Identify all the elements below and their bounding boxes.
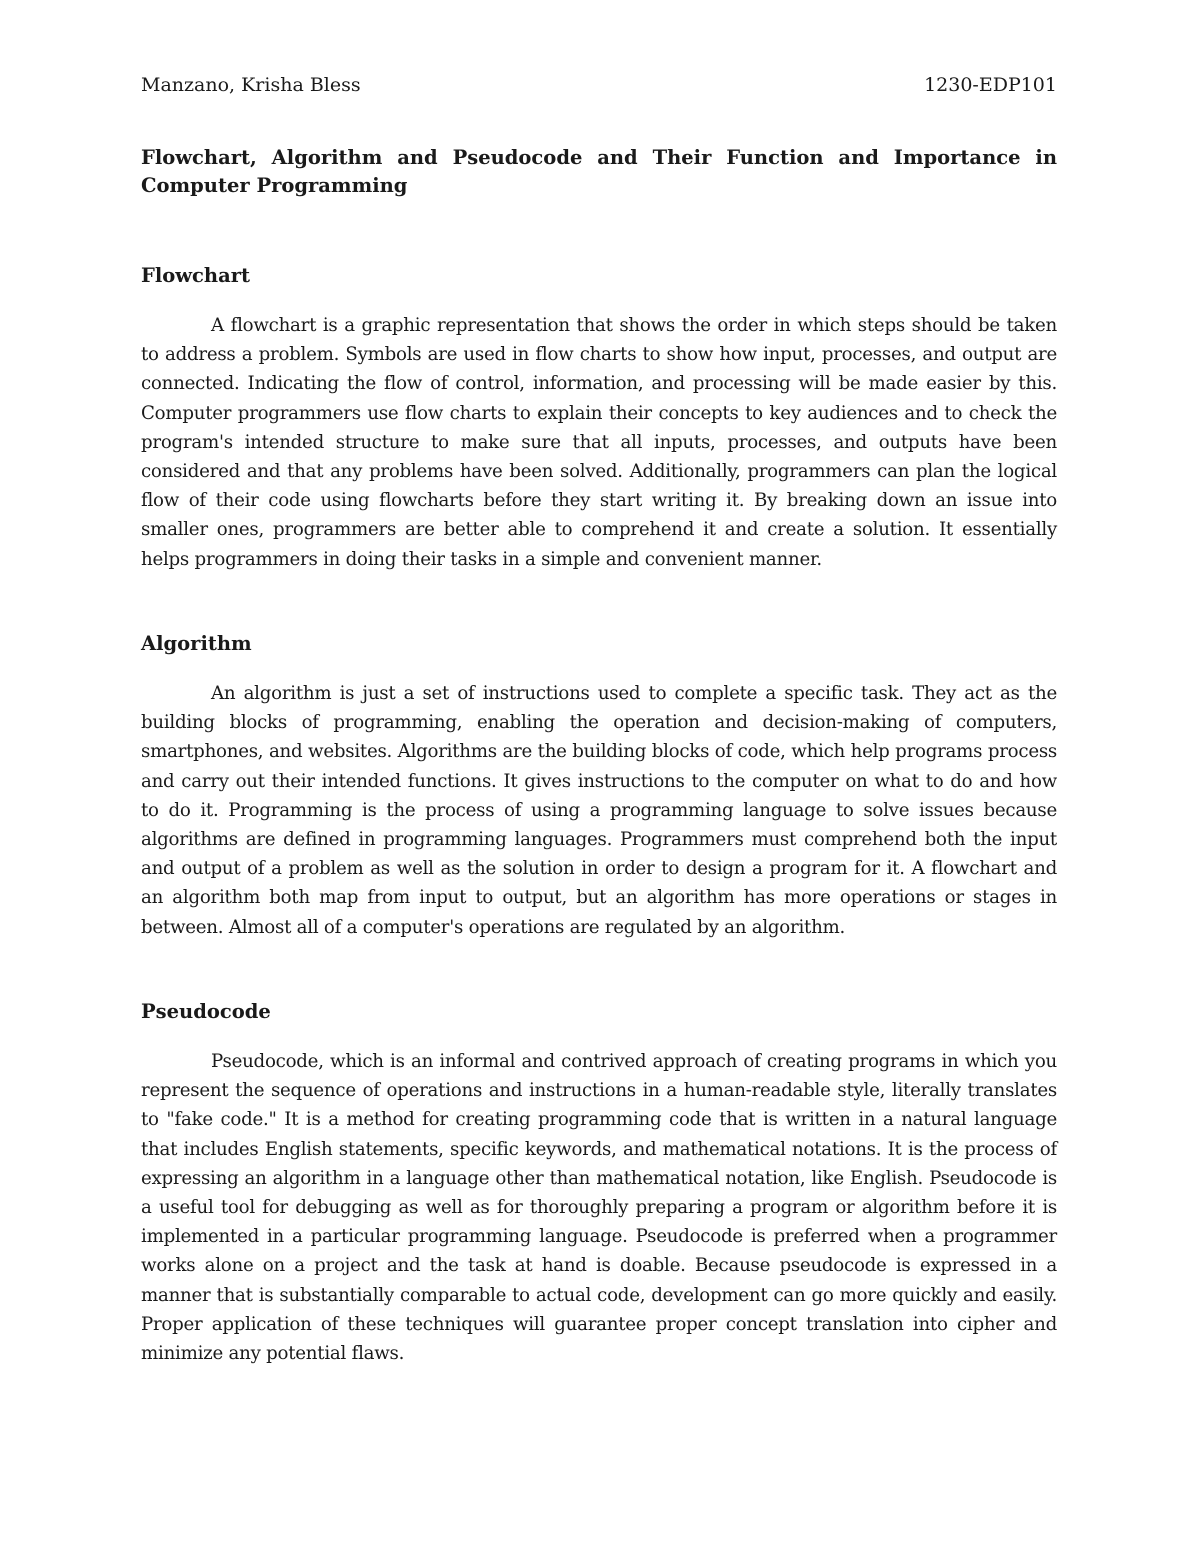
course-code: 1230-EDP101 <box>924 74 1057 96</box>
section-algorithm <box>141 630 1057 942</box>
page-header <box>141 72 1057 98</box>
section-body-pseudocode: Pseudocode, which is an informal and contrived approach of creating programs in which you represent the sequence of operations and instructions in a human-readable style, literally translates to "fake code." It is a method for creating programming code that is written in a natural language that includes English statements, specific keywords, and mathematical notations. It is the process of expressing an algorithm in a language other than mathematical notation, like English. Pseudocode is a useful tool for debugging as well as for thoroughly preparing a program or algorithm before it is implemented in a particular programming language. Pseudocode is preferred when a programmer works alone on a project and the task at hand is doable. Because pseudocode is expressed in a manner that is substantially comparable to actual code, development can go more quickly and easily. Proper application of these techniques will guarantee proper concept translation into cipher and minimize any potential flaws. <box>141 1051 1057 1365</box>
section-heading-flowchart: Flowchart <box>141 264 251 287</box>
section-heading-algorithm: Algorithm <box>141 632 252 655</box>
section-pseudocode <box>141 998 1057 1368</box>
author-name: Manzano, Krisha Bless <box>141 74 361 96</box>
section-body-algorithm: An algorithm is just a set of instructions used to complete a specific task. They act as the building blocks of programming, enabling the operation and decision-making of computers, smartphones, and websites. Algorithms are the building blocks of code, which help programs process and carry out their intended functions. It gives instructions to the computer on what to do and how to do it. Programming is the process of using a programming language to solve issues because algorithms are defined in programming languages. Programmers must comprehend both the input and output of a problem as well as the solution in order to design a program for it. A flowchart and an algorithm both map from input to output, but an algorithm has more operations or stages in between. Almost all of a computer's operations are regulated by an algorithm. <box>141 683 1057 938</box>
section-flowchart <box>141 262 1057 574</box>
document-title: Flowchart, Algorithm and Pseudocode and Their Function and Importance in Computer Programming <box>141 146 1057 197</box>
section-body-flowchart: A flowchart is a graphic representation that shows the order in which steps should be taken to address a problem. Symbols are used in flow charts to show how input, processes, and output are connected. Indicating the flow of control, information, and processing will be made easier by this. Computer programmers use flow charts to explain their concepts to key audiences and to check the program's intended structure to make sure that all inputs, processes, and outputs have been considered and that any problems have been solved. Additionally, programmers can plan the logical flow of their code using flowcharts before they start writing it. By breaking down an issue into smaller ones, programmers are better able to comprehend it and create a solution. It essentially helps programmers in doing their tasks in a simple and convenient manner. <box>141 315 1057 570</box>
section-heading-pseudocode: Pseudocode <box>141 1000 271 1023</box>
